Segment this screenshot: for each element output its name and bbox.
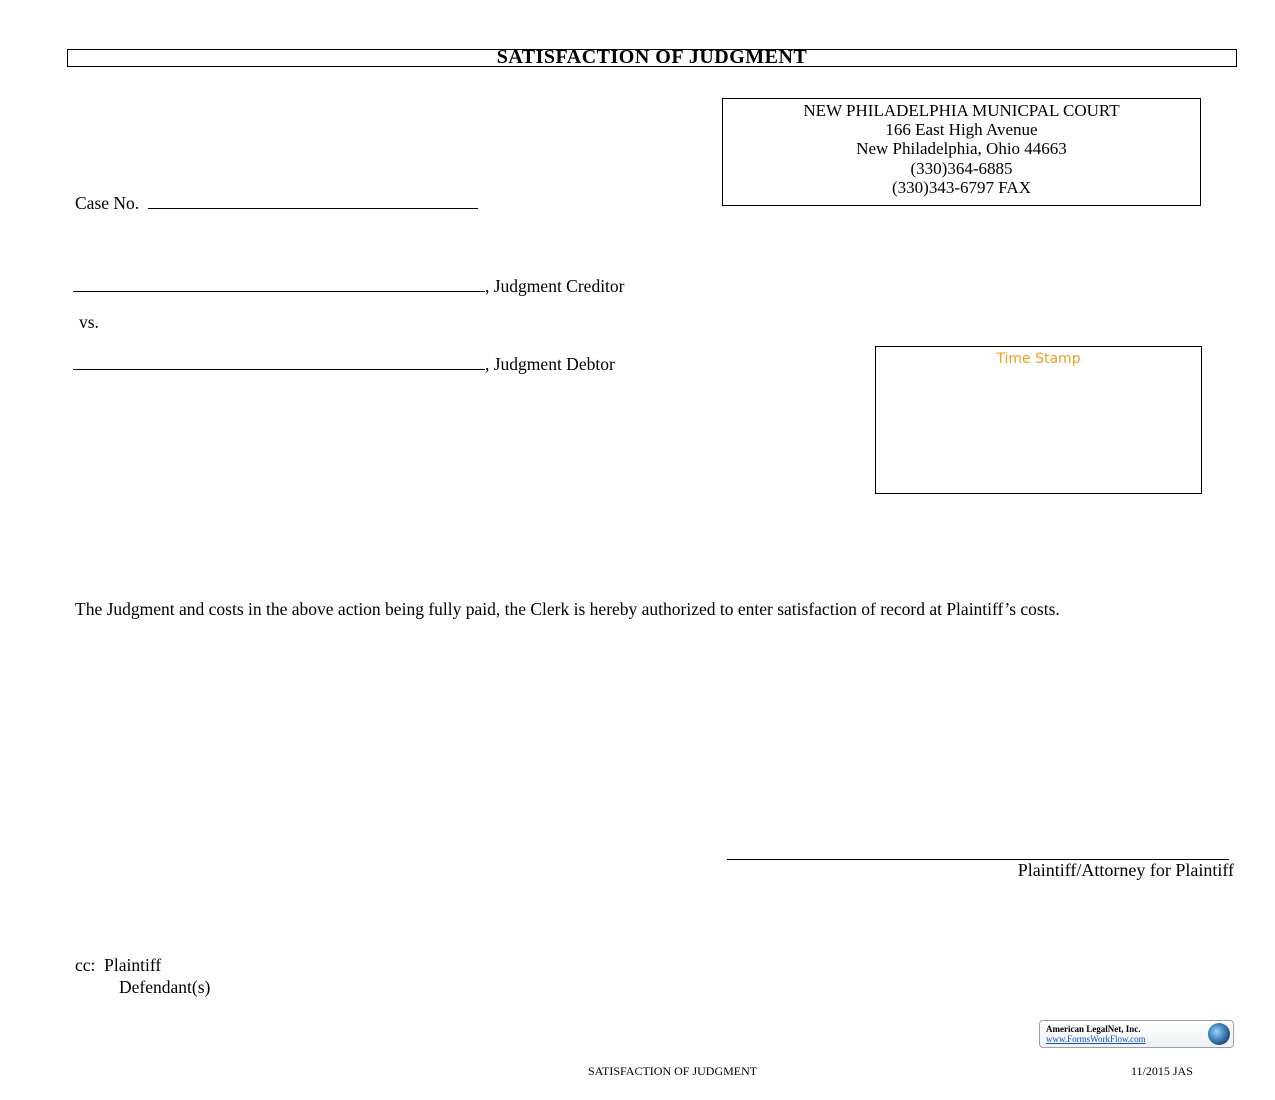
judgment-creditor-field[interactable] [73, 291, 485, 292]
case-number-label: Case No. [75, 193, 140, 213]
judgment-debtor-label: , Judgment Debtor [485, 354, 615, 374]
judgment-creditor-label: , Judgment Creditor [485, 276, 625, 296]
court-city: New Philadelphia, Ohio 44663 [856, 139, 1067, 159]
logo-company-name: American LegalNet, Inc. [1046, 1024, 1141, 1034]
logo-url-link[interactable]: www.FormsWorkFlow.com [1046, 1034, 1146, 1044]
signature-label: Plaintiff/Attorney for Plaintiff [1017, 860, 1234, 880]
creditor-row [73, 276, 625, 297]
cc-recipient-plaintiff: Plaintiff [104, 955, 162, 975]
footer-form-title: SATISFACTION OF JUDGMENT [588, 1064, 758, 1078]
title-box [67, 46, 1237, 68]
page-title: SATISFACTION OF JUDGMENT [496, 46, 808, 68]
american-legalnet-logo [1039, 1020, 1234, 1048]
court-address-box [722, 98, 1201, 206]
case-number-row [75, 193, 478, 214]
case-number-field[interactable] [148, 208, 478, 209]
court-name: NEW PHILADELPHIA MUNICPAL COURT [803, 101, 1120, 120]
cc-recipient-defendants: Defendant(s) [119, 977, 211, 997]
court-fax: (330)343-6797 FAX [892, 177, 1031, 197]
court-phone: (330)364-6885 [910, 158, 1013, 178]
versus-text: vs. [79, 312, 99, 332]
time-stamp-box [875, 346, 1202, 494]
footer-form-code: 11/2015 JAS [1131, 1064, 1193, 1078]
satisfaction-statement: The Judgment and costs in the above action being fully paid, the Clerk is hereby authorized to enter satisfaction of record at Plaintiff’s costs. [75, 599, 1060, 619]
judgment-debtor-field[interactable] [73, 369, 485, 370]
time-stamp-label: Time Stamp [996, 351, 1081, 367]
cc-list [75, 954, 210, 998]
globe-icon [1208, 1023, 1230, 1045]
cc-label: cc: [75, 955, 96, 975]
court-street: 166 East High Avenue [885, 120, 1038, 140]
debtor-row [73, 354, 615, 375]
